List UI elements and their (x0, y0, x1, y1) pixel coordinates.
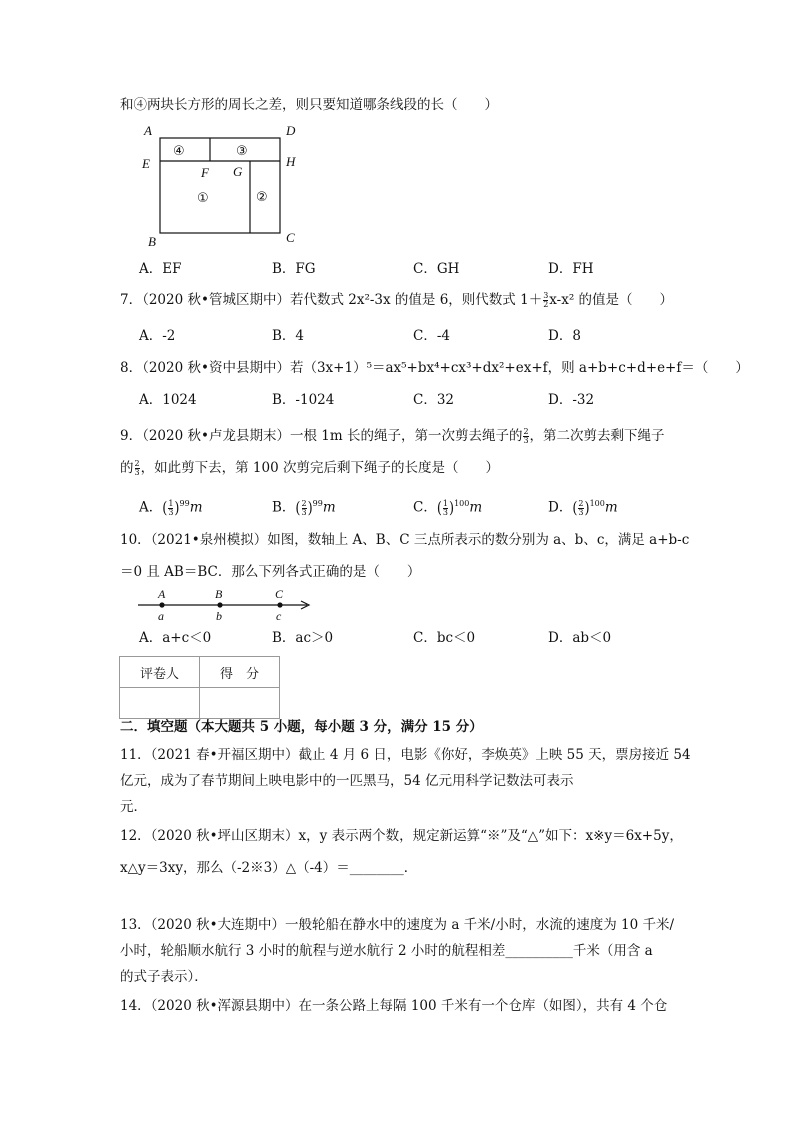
q7-option-c: C．-4 (413, 328, 450, 344)
q10-stem-line2: ＝0 且 AB＝BC．那么下列各式正确的是（ ） (120, 564, 421, 580)
q6-rectangle-figure (135, 120, 305, 250)
fig-region-4: ④ (173, 144, 185, 159)
score-table-grader-header: 评卷人 (120, 657, 200, 688)
q10-option-a: A．a+c＜0 (139, 630, 212, 646)
q12-line2: x△y＝3xy，那么（-2※3）△（-4）＝________． (120, 860, 418, 876)
q7-fraction: $\frac{3}{2}$ (543, 291, 549, 309)
q9-option-c: C．( $\frac{1}{3}$ )$^{100}$m (413, 498, 483, 518)
q6-stem: 和④两块长方形的周长之差，则只要知道哪条线段的长（ ） (120, 97, 498, 113)
fig-label-D: D (286, 123, 296, 138)
fig-label-F: F (201, 165, 209, 180)
q13-line2: 小时，轮船顺水航行 3 小时的航程与逆水航行 2 小时的航程相差__________千米（用含 a (120, 943, 653, 959)
q6-option-a: A．EF (139, 261, 182, 277)
fig-label-G: G (233, 164, 243, 179)
fig-label-H: H (286, 154, 296, 169)
axis-label-c: c (276, 609, 282, 623)
q10-stem-line1: 10．（2021•泉州模拟）如图，数轴上 A、B、C 三点所表示的数分别为 a、b、c，满足 a+b-c (120, 532, 690, 548)
axis-label-b: b (216, 609, 222, 623)
fig-label-A: A (144, 123, 152, 138)
q7-stem: 7．（2020 秋•管城区期中）若代数式 2x²-3x 的值是 6，则代数式 1＋ $\frac{3}{2}$ x-x² 的值是（ ） (120, 291, 674, 309)
q12-line1: 12．（2020 秋•坪山区期末）x，y 表示两个数，规定新运算“※”及“△”如下：x※y＝6x+5y， (120, 828, 683, 844)
axis-label-a: a (158, 609, 164, 623)
q11-line2: 亿元，成为了春节期间上映电影中的一匹黑马，54 亿元用科学记数法可表示 (120, 773, 574, 789)
q6-option-c: C．GH (413, 261, 460, 277)
q10-number-line (135, 585, 315, 625)
fig-label-E: E (142, 156, 150, 171)
q7-option-b: B．4 (272, 328, 305, 344)
q13-line1: 13．（2020 秋•大连期中）一般轮船在静水中的速度为 a 千米/小时，水流的速度为 10 千米/ (120, 917, 675, 933)
score-table-score-cell[interactable] (200, 688, 280, 719)
q13-line3: 的式子表示）． (120, 969, 208, 985)
q11-line1: 11．（2021 春•开福区期中）截止 4 月 6 日，电影《你好，李焕英》上映 55 天，票房接近 54 (120, 747, 691, 763)
q11-line3: 元． (120, 799, 147, 815)
fig-region-2: ② (256, 190, 268, 205)
q8-stem: 8．（2020 秋•资中县期中）若（3x+1）⁵＝ax⁵+bx⁴+cx³+dx²+ex+f，则 a+b+c+d+e+f＝（ ） (120, 360, 749, 376)
q8-option-d: D．-32 (548, 392, 595, 408)
q10-option-c: C．bc＜0 (413, 630, 476, 646)
axis-label-A: A (158, 587, 166, 601)
q9-stem-line1: 9．（2020 秋•卢龙县期末）一根 1m 长的绳子，第一次剪去绳子的 $\frac{2}{3}$ ，第二次剪去剩下绳子 (120, 427, 665, 445)
section-2-heading: 二．填空题（本大题共 5 小题，每小题 3 分，满分 15 分） (120, 719, 483, 735)
q6-option-b: B．FG (272, 261, 316, 277)
q9-option-b: B．( $\frac{2}{3}$ )$^{99}$m (272, 498, 336, 518)
q8-option-a: A．1024 (139, 392, 197, 408)
q14-line1: 14．（2020 秋•浑源县期中）在一条公路上每隔 100 千米有一个仓库（如图），共有 4 个仓 (120, 998, 668, 1014)
fig-region-3: ③ (236, 144, 248, 159)
score-table-grader-cell[interactable] (120, 688, 200, 719)
axis-label-C: C (275, 587, 284, 601)
q6-option-d: D．FH (548, 261, 594, 277)
q10-option-b: B．ac＞0 (272, 630, 334, 646)
q7-option-d: D．8 (548, 328, 581, 344)
q10-option-d: D．ab＜0 (548, 630, 612, 646)
q8-option-b: B．-1024 (272, 392, 335, 408)
q7-option-a: A．-2 (139, 328, 176, 344)
score-table-score-header: 得 分 (200, 657, 280, 688)
score-table (119, 656, 280, 719)
fig-label-C: C (286, 230, 295, 245)
fig-region-1: ① (197, 191, 209, 206)
fig-label-B: B (148, 234, 156, 249)
axis-label-B: B (215, 587, 223, 601)
q9-option-d: D．( $\frac{2}{3}$ )$^{100}$m (548, 498, 618, 518)
q8-option-c: C．32 (413, 392, 455, 408)
q9-stem-line2: 的 $\frac{2}{3}$ ，如此剪下去，第 100 次剪完后剩下绳子的长度是（ ） (120, 459, 499, 477)
q9-option-a: A．( $\frac{1}{3}$ )$^{99}$m (139, 498, 203, 518)
